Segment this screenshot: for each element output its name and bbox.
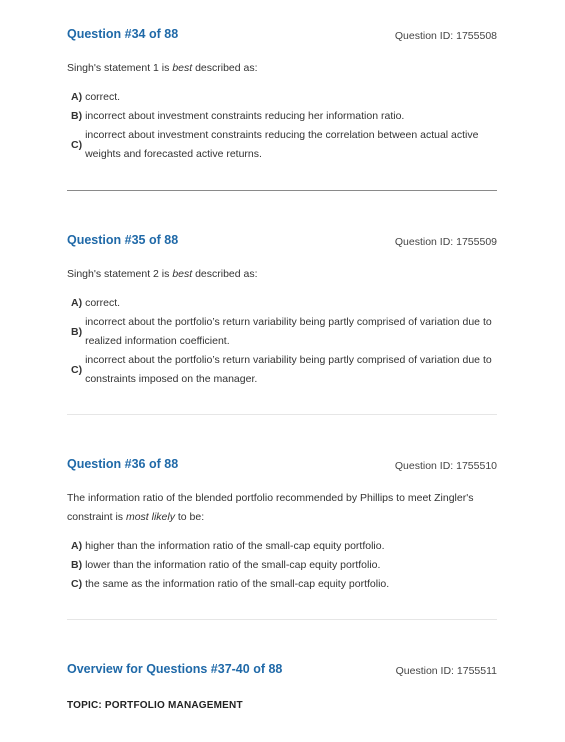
option-letter: B) [71,110,83,122]
option-letter: A) [71,91,83,103]
answer-option-b[interactable] [71,556,497,575]
topic-label: TOPIC: PORTFOLIO MANAGEMENT [67,700,243,711]
question-header [67,233,497,253]
option-letter: A) [71,297,83,309]
question-header [67,27,497,47]
option-text: correct. [85,297,121,309]
question-id: Question ID: 1755511 [395,665,497,677]
stem-emphasis: most likely [125,511,175,523]
overview-header [67,662,497,682]
question-stem [67,59,497,78]
question-block [67,457,497,594]
section-divider [67,190,497,191]
option-text: higher than the information ratio of the small-cap equity portfolio. [85,540,385,552]
option-text: correct. [85,91,121,103]
question-title: Question #34 of 88 [67,27,179,41]
option-letter: C) [71,363,83,376]
answer-option-a[interactable] [71,294,497,313]
stem-text: Singh's statement 2 is [67,268,173,280]
option-text: the same as the information ratio of the small-cap equity portfolio. [85,578,390,590]
stem-emphasis: best [172,268,193,280]
answer-option-c[interactable] [71,126,497,164]
answer-option-b[interactable] [71,313,497,351]
stem-text: Singh's statement 1 is [67,62,173,74]
answer-option-a[interactable] [71,88,497,107]
overview-block [67,662,497,682]
stem-text: The information ratio of the blended portfolio recommended by Phillips to meet Zingler's constraint is [67,492,474,523]
overview-title: Overview for Questions #37-40 of 88 [67,662,283,676]
stem-text: to be: [174,511,205,523]
option-text: incorrect about investment constraints reducing the correlation between actual active weights and forecasted active returns. [85,129,479,160]
option-letter: C) [71,578,83,590]
stem-emphasis: best [172,62,193,74]
option-letter: B) [71,559,83,571]
option-text: incorrect about the portfolio’s return variability being partly comprised of variation due to realized information coefficient. [85,316,492,347]
question-block [67,27,497,164]
option-text: incorrect about the portfolio’s return variability being partly comprised of variation due to constraints imposed on the manager. [85,354,492,385]
answer-option-a[interactable] [71,537,497,556]
question-title: Question #36 of 88 [67,457,179,471]
answer-options [67,537,497,594]
option-text: incorrect about investment constraints reducing her information ratio. [85,110,405,122]
section-divider [67,414,497,415]
option-letter: B) [71,325,83,338]
answer-options [67,88,497,164]
answer-option-c[interactable] [71,575,497,594]
option-letter: A) [71,540,83,552]
section-divider [67,619,497,620]
question-header [67,457,497,477]
answer-option-c[interactable] [71,351,497,389]
option-letter: C) [71,138,83,151]
answer-option-b[interactable] [71,107,497,126]
question-id: Question ID: 1755508 [394,30,497,42]
question-id: Question ID: 1755509 [394,236,497,248]
option-text: lower than the information ratio of the small-cap equity portfolio. [85,559,381,571]
question-title: Question #35 of 88 [67,233,179,247]
question-block [67,233,497,389]
question-stem [67,489,497,527]
stem-text: described as: [192,268,258,280]
stem-text: described as: [192,62,258,74]
answer-options [67,294,497,389]
question-stem [67,265,497,284]
question-id: Question ID: 1755510 [394,460,497,472]
